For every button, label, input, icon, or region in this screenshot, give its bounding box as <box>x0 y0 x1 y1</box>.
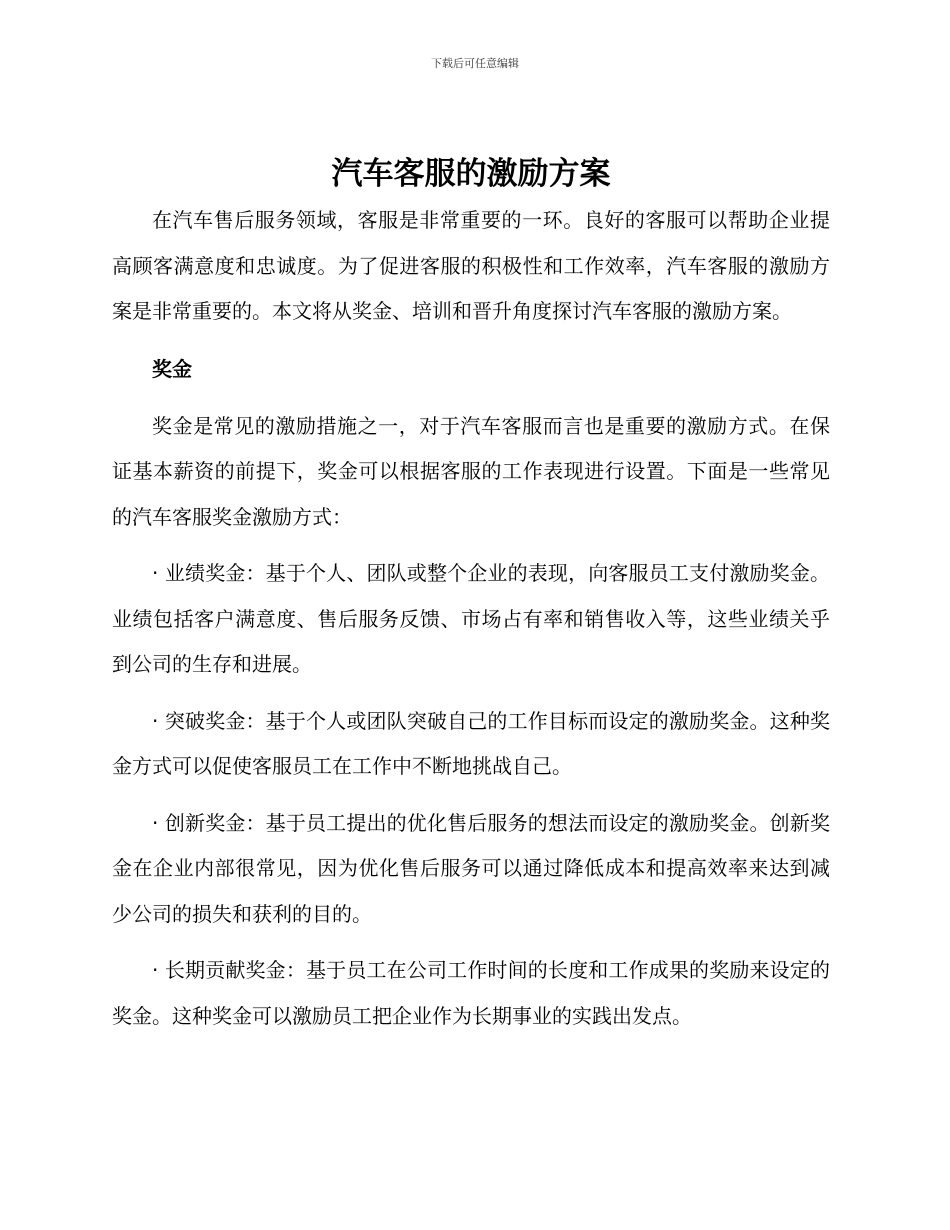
bonus-paragraph: 奖金是常见的激励措施之一，对于汽车客服而言也是重要的激励方式。在保证基本薪资的前提下，奖金可以根据客服的工作表现进行设置。下面是一些常见的汽车客服奖金激励方式： <box>112 413 830 529</box>
spacer <box>112 392 830 404</box>
bullet-long-term-bonus: · 长期贡献奖金：基于员工在公司工作时间的长度和工作成果的奖励来设定的奖金。这种奖金可以激励员工把企业作为长期事业的实践出发点。 <box>112 958 830 1028</box>
intro-paragraph: 在汽车售后服务领域，客服是非常重要的一环。良好的客服可以帮助企业提高顾客满意度和忠诚度。为了促进客服的积极性和工作效率，汽车客服的激励方案是非常重要的。本文将从奖金、培训和晋升角度探讨汽车客服的激励方案。 <box>112 208 830 323</box>
document-body <box>112 150 830 1039</box>
bullet-performance-bonus: · 业绩奖金：基于个人、团队或整个企业的表现，向客服员工支付激励奖金。业绩包括客户满意度、售后服务反馈、市场占有率和销售收入等，这些业绩关乎到公司的生存和进展。 <box>112 561 830 676</box>
header-note: 下载后可任意编辑 <box>431 57 519 70</box>
spacer <box>112 335 830 347</box>
section-heading-bonus: 奖金 <box>152 356 192 381</box>
bullet-innovation-bonus: · 创新奖金：基于员工提出的优化售后服务的想法而设定的激励奖金。创新奖金在企业内部很常见，因为优化售后服务可以通过降低成本和提高效率来达到减少公司的损失和获利的目的。 <box>112 810 830 926</box>
bullet-breakthrough-bonus: · 突破奖金：基于个人或团队突破自己的工作目标而设定的激励奖金。这种奖金方式可以促使客服员工在工作中不断地挑战自己。 <box>112 708 830 778</box>
spacer <box>112 540 830 551</box>
document-title: 汽车客服的激励方案 <box>331 156 611 192</box>
spacer <box>112 790 830 801</box>
spacer <box>112 937 830 948</box>
spacer <box>112 688 830 699</box>
